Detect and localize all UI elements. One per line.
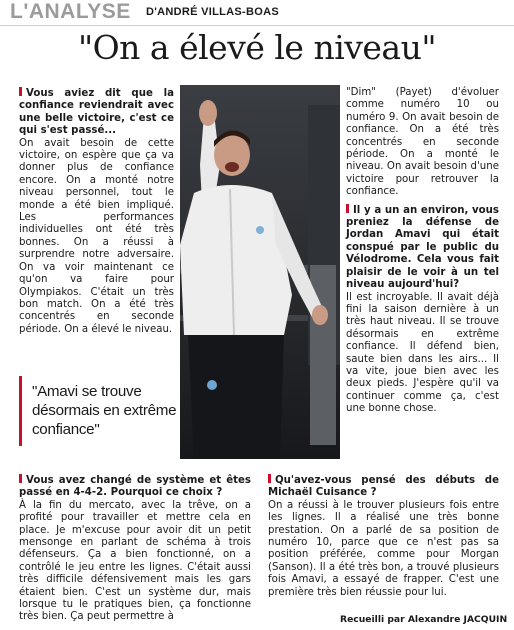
left-column: [19, 87, 174, 336]
question-marker-icon: [19, 87, 22, 96]
question-marker-icon: [346, 204, 349, 213]
answer-continued: "Dim" (Payet) d'évoluer comme numéro 10 ou numéro 9. On avait besoin de confiance. On a été très concentrés en seconde période. On a monté le niveau. On avait besoin d'une victoire pour retrouver la confiance.: [346, 87, 499, 198]
coach-photo: [180, 85, 340, 459]
answer-3: Il est incroyable. Il avait déjà fini la saison dernière à un très haut niveau. Il se trouve désormais en extrême confiance. Il défend bien, saute bien dans les airs... Il va vite, joue bien avec les deux pieds. J'espère qu'il va continuer comme ça, c'est une bonne chose.: [346, 291, 499, 415]
question-marker-icon: [19, 474, 22, 483]
answer-4: On a réussi à le trouver plusieurs fois entre les lignes. Il a réalisé une très bonne prestation. On a parlé de sa position de numéro 10, parce que ce n'est pas sa position préférée, comme pour Morgan (Sanson). Il a été très bon, a trouvé plusieurs fois Amavi, a essayé de frapper. C'est une première très bien réussie pour lui.: [268, 499, 499, 598]
coach-photo-illustration: [180, 85, 340, 459]
right-column: [346, 87, 499, 416]
headline: "On a élevé le niveau": [77, 28, 437, 67]
section-header: [0, 0, 514, 24]
bottom-left-column: [19, 474, 251, 624]
question-2: Vous avez changé de système et êtes passé en 4-4-2. Pourquoi ce choix ?: [19, 475, 251, 499]
question-4: Qu'avez-vous pensé des débuts de Michaël Cuisance ?: [268, 475, 499, 499]
question-1: Vous aviez dit que la confiance reviendrait avec une belle victoire, c'est ce qui s'est passé...: [19, 88, 174, 137]
question-marker-icon: [268, 474, 271, 483]
interview-credit: Recueilli par Alexandre JACQUIN: [340, 614, 508, 625]
pull-quote-text: "Amavi se trouve désormais en extrême confiance": [32, 383, 177, 438]
pull-quote: [19, 376, 176, 446]
section-kicker: L'ANALYSE: [10, 0, 131, 23]
bottom-right-column: [268, 474, 499, 599]
question-3: Il y a un an environ, vous preniez la défense de Jordan Amavi qui était conspué par le public du Vélodrome. Cela vous fait plaisir de le voir à un tel niveau aujourd'hui?: [346, 204, 499, 291]
answer-1: On avait besoin de cette victoire, on espère que ça va donner plus de confiance encore. On a monté notre niveau personnel, tout le monde a été bien impliqué. Les performances individuelles ont été très bonnes. On a réussi à surprendre notre adversaire. On va voir maintenant ce qu'on va faire pour Olympiakos. C'était un très bon match. On a été très concentrés en seconde période. On a élevé le niveau.: [19, 137, 174, 335]
byline: D'ANDRÉ VILLAS-BOAS: [146, 6, 279, 18]
answer-2: À la fin du mercato, avec la trêve, on a profité pour travailler et mettre cela en place. Je m'excuse pour avoir dit un petit mensonge en parlant de schéma à trois défenseurs. Ça a bien fonctionné, on a contrôlé le jeu entre les lignes. C'était aussi très difficile défensivement mais les gars étaient bien. C'est un système dur, mais lorsque tu le pratiques bien, ça fonctionne très bien. Ça peut permettre à: [19, 499, 251, 623]
header-divider: [0, 25, 514, 26]
